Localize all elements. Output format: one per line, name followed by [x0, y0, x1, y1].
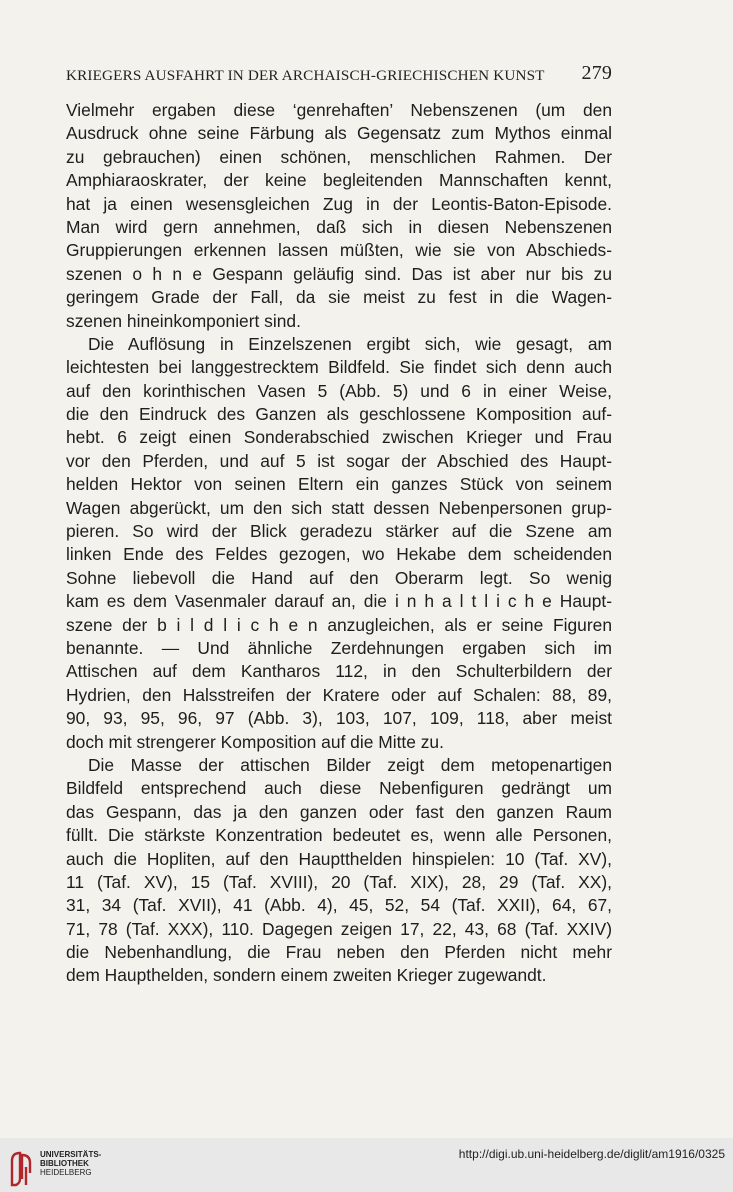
- library-line-2: BIBLIOTHEK: [40, 1159, 89, 1168]
- body-text: [66, 99, 612, 988]
- text-line: füllt. Die stärkste Konzentration bedeutet es, wenn alle Personen,: [66, 825, 612, 846]
- text-line: kam es dem Vasenmaler darauf an, die i n h a l t l i c h e Haupt-: [66, 591, 612, 612]
- text-line: Vielmehr ergaben diese ‘genrehaften’ Nebenszenen (um den: [66, 100, 612, 120]
- text-line: benannte. — Und ähnliche Zerdehnungen ergaben sich im: [66, 637, 612, 658]
- text-line: hebt. 6 zeigt einen Sonderabschied zwischen Krieger und Frau: [66, 427, 612, 448]
- running-header: [66, 63, 612, 89]
- text-line: Die Auflösung in Einzelszenen ergibt sich, wie gesagt, am: [88, 333, 612, 354]
- text-line: Attischen auf dem Kantharos 112, in den Schulterbildern der: [66, 661, 612, 682]
- text-line: Man wird gern annehmen, daß sich in diesen Nebenszenen: [66, 216, 612, 237]
- text-line: Wagen abgerückt, um den sich statt dessen Nebenpersonen grup-: [66, 497, 612, 518]
- permalink-url[interactable]: http://digi.ub.uni-heidelberg.de/diglit/am1916/0325: [458, 1147, 725, 1161]
- text-line: hat ja einen wesensgleichen Zug in der Leontis-Baton-Episode.: [66, 193, 612, 214]
- text-line: 31, 34 (Taf. XVII), 41 (Abb. 4), 45, 52, 54 (Taf. XXII), 64, 67,: [66, 895, 612, 916]
- text-line: dem Haupthelden, sondern einem zweiten Krieger zugewandt.: [66, 965, 547, 986]
- text-line: geringem Grade der Fall, da sie meist zu fest in die Wagen-: [66, 287, 612, 308]
- text-line: Hydrien, den Halsstreifen der Kratere oder auf Schalen: 88, 89,: [66, 684, 612, 705]
- text-line: pieren. So wird der Blick geradezu stärker auf die Szene am: [66, 521, 612, 542]
- text-line: Bildfeld entsprechend auch diese Nebenfiguren gedrängt um: [66, 778, 612, 799]
- text-line: linken Ende des Feldes gezogen, wo Hekabe dem scheidenden: [66, 544, 612, 565]
- text-line: zu gebrauchen) einen schönen, menschlichen Rahmen. Der: [66, 146, 612, 167]
- text-line: Die Masse der attischen Bilder zeigt dem metopenartigen: [88, 754, 612, 775]
- text-line: 71, 78 (Taf. XXX), 110. Dagegen zeigen 17, 22, 43, 68 (Taf. XXIV): [66, 918, 612, 939]
- text-line: szenen hineinkomponiert sind.: [66, 310, 301, 331]
- text-line: die Nebenhandlung, die Frau neben den Pferden nicht mehr: [66, 942, 612, 963]
- text-line: doch mit strengerer Komposition auf die Mitte zu.: [66, 731, 444, 752]
- text-line: szene der b i l d l i c h e n anzugleichen, als er seine Figuren: [66, 614, 612, 635]
- library-logo-icon: [8, 1149, 36, 1187]
- text-line: auf den korinthischen Vasen 5 (Abb. 5) und 6 in einer Weise,: [66, 380, 612, 401]
- text-line: Sohne liebevoll die Hand auf den Oberarm legt. So wenig: [66, 567, 612, 588]
- text-line: helden Hektor von seinen Eltern ein ganzes Stück von seinem: [66, 474, 612, 495]
- library-name: [40, 1150, 101, 1177]
- text-line: vor den Pferden, und auf 5 ist sogar der Abschied des Haupt-: [66, 450, 612, 471]
- library-line-3: HEIDELBERG: [40, 1168, 92, 1177]
- text-line: auch die Hopliten, auf den Hauptthelden hinspielen: 10 (Taf. XV),: [66, 848, 612, 869]
- text-line: 90, 93, 95, 96, 97 (Abb. 3), 103, 107, 109, 118, aber meist: [66, 708, 612, 729]
- library-line-1: UNIVERSITÄTS-: [40, 1150, 102, 1159]
- text-line: Gruppierungen erkennen lassen müßten, wie sie von Abschieds-: [66, 240, 612, 261]
- text-line: Ausdruck ohne seine Färbung als Gegensatz zum Mythos einmal: [66, 123, 612, 144]
- text-line: Amphiaraoskrater, der keine begleitenden Mannschaften kennt,: [66, 170, 612, 191]
- text-line: szenen o h n e Gespann geläufig sind. Das ist aber nur bis zu: [66, 263, 612, 284]
- text-line: 11 (Taf. XV), 15 (Taf. XVIII), 20 (Taf. XIX), 28, 29 (Taf. XX),: [66, 871, 612, 892]
- running-title: KRIEGERS AUSFAHRT IN DER ARCHAISCH-GRIECHISCHEN KUNST: [66, 67, 545, 84]
- text-line: leichtesten bei langgestrecktem Bildfeld. Sie findet sich denn auch: [66, 357, 612, 378]
- text-line: das Gespann, das ja den ganzen oder fast den ganzen Raum: [66, 801, 612, 822]
- page-number: 279: [581, 62, 612, 84]
- text-line: die den Eindruck des Ganzen als geschlossene Komposition auf-: [66, 404, 612, 425]
